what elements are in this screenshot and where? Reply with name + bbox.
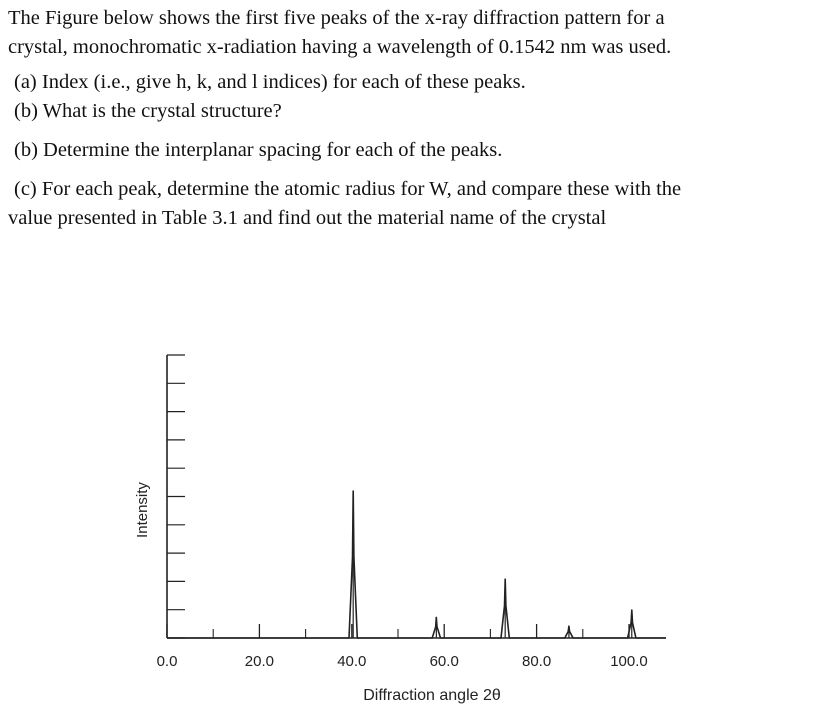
question-part-c-line-1: (c) For each peak, determine the atomic radius for W, and compare these with the <box>14 178 682 200</box>
question-part-b-spacing: (b) Determine the interplanar spacing for each of the peaks. <box>14 139 503 161</box>
x-tick-label: 0.0 <box>156 653 178 670</box>
x-axis-ticks <box>157 624 648 670</box>
question-intro-line-1: The Figure below shows the first five peaks of the x-ray diffraction pattern for a <box>8 7 665 29</box>
x-tick-label: 100.0 <box>610 653 648 670</box>
question-intro-line-2: crystal, monochromatic x-radiation having a wavelength of 0.1542 nm was used. <box>8 36 672 58</box>
question-part-c-line-2: value presented in Table 3.1 and find out the material name of the crystal <box>8 207 607 229</box>
y-axis-ticks <box>167 355 185 638</box>
x-tick-label: 60.0 <box>429 653 459 670</box>
peak-marks <box>353 491 632 638</box>
x-axis-label: Diffraction angle 2θ <box>363 687 501 704</box>
y-axis-label: Intensity <box>134 482 151 538</box>
x-tick-label: 20.0 <box>244 653 275 670</box>
x-tick-label: 80.0 <box>521 653 552 670</box>
x-tick-label: 40.0 <box>337 653 367 670</box>
chart-axes <box>167 355 666 638</box>
question-part-b-structure: (b) What is the crystal structure? <box>14 100 282 122</box>
question-part-a: (a) Index (i.e., give h, k, and l indices) for each of these peaks. <box>14 71 526 93</box>
diffraction-pattern-line <box>167 491 666 638</box>
